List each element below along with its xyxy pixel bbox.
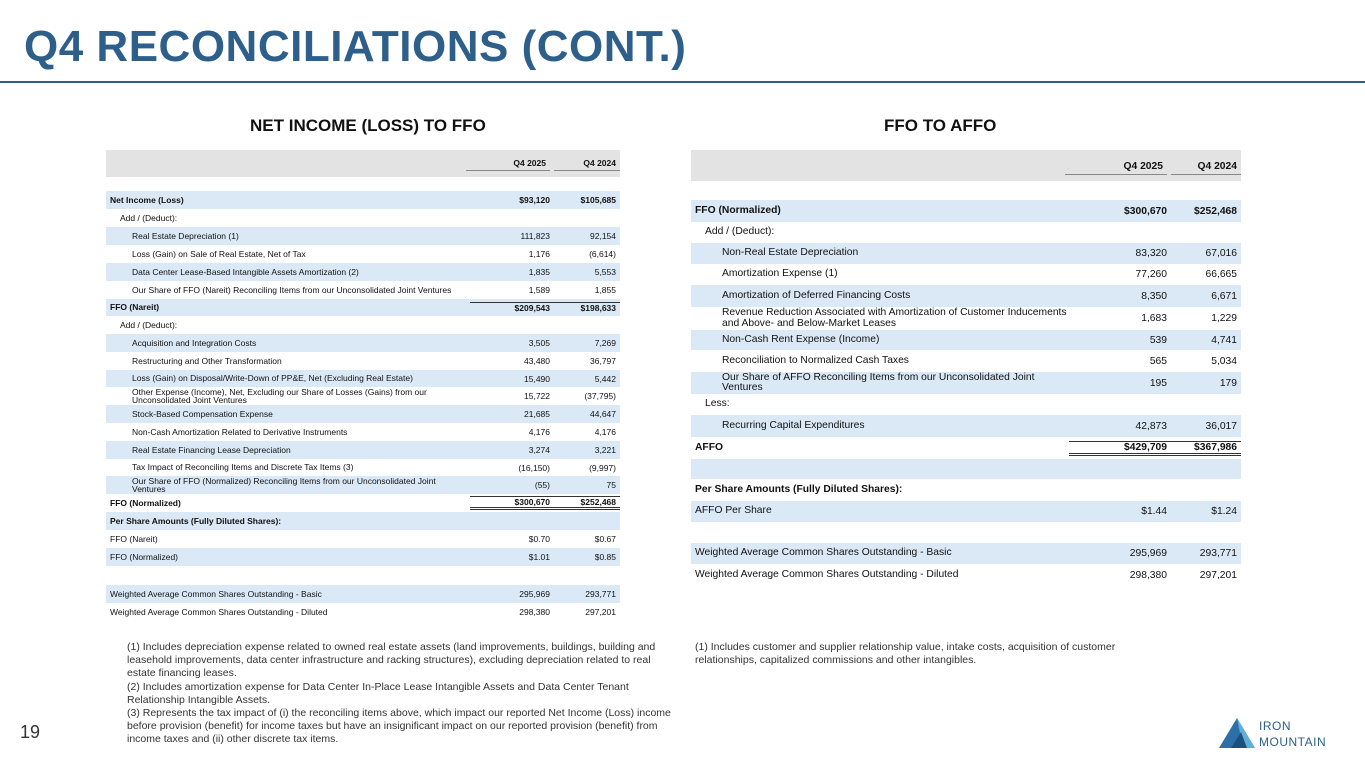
table-row: Weighted Average Common Shares Outstanding - Basic 295,969 293,771: [691, 543, 1241, 564]
table-row: Non-Cash Rent Expense (Income) 539 4,741: [691, 330, 1241, 350]
table-row: Acquisition and Integration Costs 3,505 7,269: [106, 334, 620, 352]
table-row: Per Share Amounts (Fully Diluted Shares):: [695, 483, 903, 495]
page-title: Q4 RECONCILIATIONS (CONT.): [24, 22, 687, 71]
table-row: Per Share Amounts (Fully Diluted Shares):: [106, 512, 620, 530]
table-row: FFO (Normalized) $1.01 $0.85: [106, 548, 620, 566]
footnote: (2) Includes amortization expense for Data Center In-Place Lease Intangible Assets and Data Center Tenant Relationship Intangible Assets.: [127, 680, 629, 706]
table-row: Data Center Lease-Based Intangible Assets Amortization (2) 1,835 5,553: [106, 263, 620, 281]
table-row: Amortization of Deferred Financing Costs 8,350 6,671: [691, 285, 1241, 307]
column-header: Q4 2024: [1171, 161, 1241, 175]
table-row: Real Estate Financing Lease Depreciation 3,274 3,221: [106, 441, 620, 459]
title-divider: [0, 81, 1365, 83]
table-header: [106, 150, 620, 177]
table-row: Real Estate Depreciation (1) 111,823 92,154: [106, 227, 620, 245]
column-header: Q4 2025: [466, 158, 550, 171]
table-row: Revenue Reduction Associated with Amortization of Customer Inducements and Above- and Below-Market Leases 1,683 1,229: [722, 307, 1237, 329]
table-row: AFFO $429,709 $367,986: [691, 437, 1241, 459]
table-row: Less:: [705, 398, 730, 410]
table-row: Other Expense (Income), Net, Excluding our Share of Losses (Gains) from our Unconsolidated Joint Ventures 15,722 (37,795): [132, 386, 616, 405]
table-row: Recurring Capital Expenditures 42,873 36,017: [691, 415, 1241, 437]
ffo-to-affo-table: [691, 150, 1241, 586]
table-row: FFO (Nareit) $0.70 $0.67: [110, 533, 616, 544]
page-number: 19: [20, 722, 41, 742]
table-row: Weighted Average Common Shares Outstanding - Basic 295,969 293,771: [106, 585, 620, 603]
table-row: AFFO Per Share $1.44 $1.24: [691, 501, 1241, 522]
table-row: Loss (Gain) on Disposal/Write-Down of PP&E, Net (Excluding Real Estate) 15,490 5,442: [106, 370, 620, 387]
table-header: [691, 150, 1241, 181]
column-header: Q4 2024: [554, 158, 620, 171]
table-row: [691, 459, 1241, 479]
right-footnotes: [695, 641, 1175, 667]
table-row: Non-Cash Amortization Related to Derivative Instruments 4,176 4,176: [132, 426, 616, 437]
table-row: Tax Impact of Reconciling Items and Discrete Tax Items (3) (16,150) (9,997): [132, 462, 616, 473]
footnote: (1) Includes depreciation expense related to owned real estate assets (land improvements, buildings, building and leasehold improvements, data center infrastructure and racking structures), excluding depreciation related to real estate financing leases.: [127, 641, 656, 680]
mountain-logo-icon: [1217, 714, 1257, 750]
left-section-heading: NET INCOME (LOSS) TO FFO: [250, 116, 486, 135]
table-row: Stock-Based Compensation Expense 21,685 44,647: [106, 405, 620, 423]
table-row: Non-Real Estate Depreciation 83,320 67,016: [691, 243, 1241, 264]
table-row: Reconciliation to Normalized Cash Taxes 565 5,034: [722, 354, 1237, 367]
table-row: Weighted Average Common Shares Outstanding - Diluted 298,380 297,201: [695, 568, 1237, 581]
table-row: FFO (Nareit) $209,543 $198,633: [106, 299, 620, 316]
left-footnotes: [127, 641, 682, 747]
table-row: Net Income (Loss) $93,120 $105,685: [106, 191, 620, 209]
table-row: Our Share of AFFO Reconciling Items from our Unconsolidated Joint Ventures 195 179: [691, 372, 1241, 394]
table-row: Add / (Deduct):: [705, 226, 775, 238]
table-row: Add / (Deduct):: [120, 212, 178, 223]
table-row: Amortization Expense (1) 77,260 66,665: [722, 268, 1237, 280]
net-income-to-ffo-table: [106, 150, 620, 621]
table-row: FFO (Normalized) $300,670 $252,468: [691, 200, 1241, 222]
table-row: Weighted Average Common Shares Outstanding - Diluted 298,380 297,201: [110, 606, 616, 617]
table-row: Loss (Gain) on Sale of Real Estate, Net of Tax 1,176 (6,614): [132, 248, 616, 259]
table-row: Add / (Deduct):: [120, 319, 178, 330]
footnote: (1) Includes customer and supplier relationship value, intake costs, acquisition of customer relationships, capitalized commissions and other intangibles.: [695, 641, 1116, 667]
right-section-heading: FFO TO AFFO: [884, 116, 997, 135]
table-row: Our Share of FFO (Nareit) Reconciling Items from our Unconsolidated Joint Ventures 1,589 1,855: [132, 284, 616, 295]
footnote: (3) Represents the tax impact of (i) the reconciling items above, which impact our reported Net Income (Loss) income before provision (benefit) for income taxes but have an insignificant impact on our reported provision (benefit) from income taxes and (ii) other discrete tax items.: [127, 707, 671, 746]
iron-mountain-logo: [1217, 714, 1347, 752]
table-row: FFO (Normalized) $300,670 $252,468: [106, 494, 620, 512]
logo-wordmark: IRON MOUNTAIN: [1259, 719, 1327, 749]
table-row: Our Share of FFO (Normalized) Reconciling Items from our Unconsolidated Joint Ventures (55) 75: [106, 476, 620, 494]
column-header: Q4 2025: [1065, 161, 1167, 175]
table-row: Restructuring and Other Transformation 43,480 36,797: [132, 355, 616, 366]
